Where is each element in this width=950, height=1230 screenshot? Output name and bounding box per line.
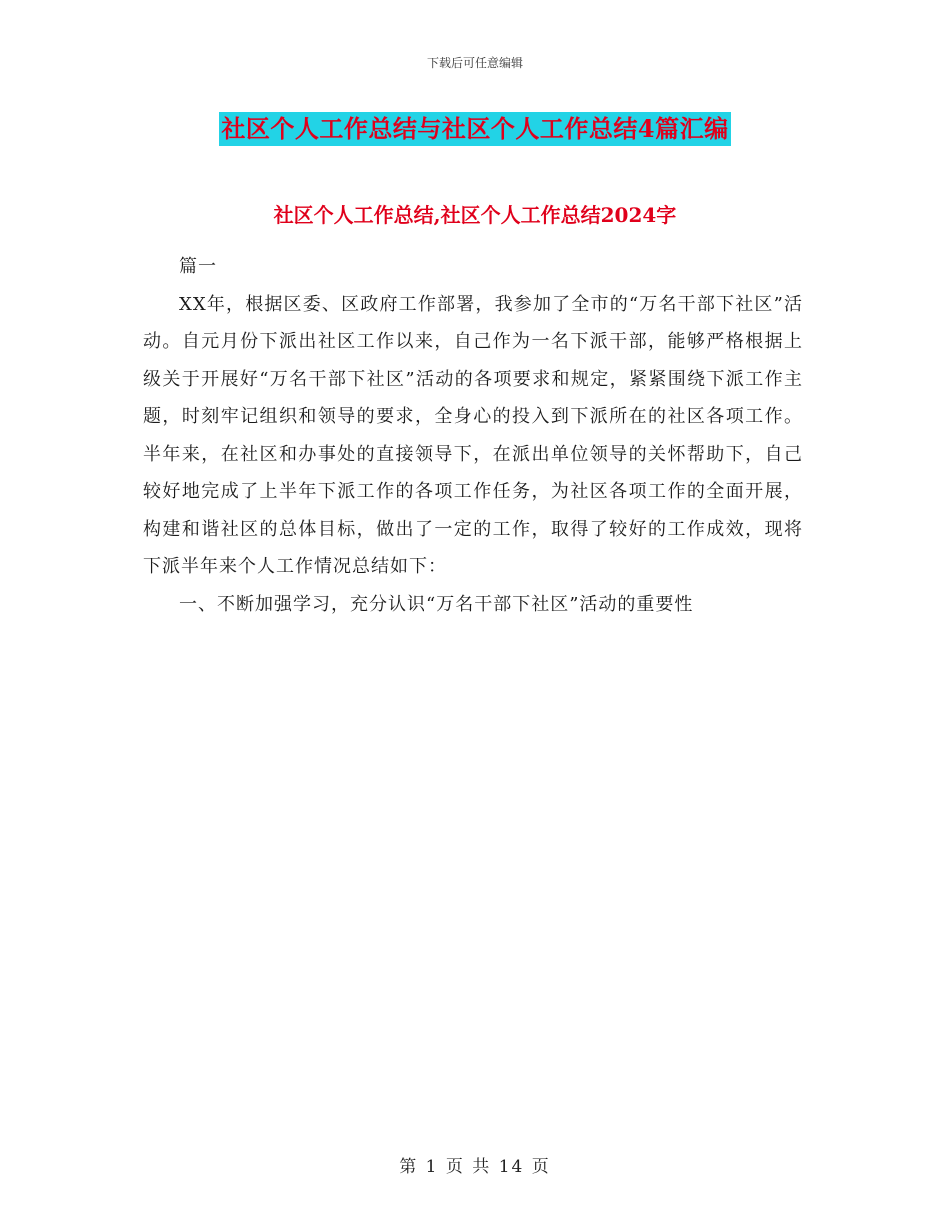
document-body: [143, 248, 803, 623]
main-title-container: [0, 112, 950, 146]
section-title: 社区个人工作总结,社区个人工作总结2024字: [273, 203, 677, 227]
document-title: 社区个人工作总结与社区个人工作总结4篇汇编: [219, 112, 730, 146]
paragraph-label: 篇一: [179, 256, 217, 277]
header-note: 下载后可任意编辑: [426, 56, 523, 70]
section-heading: 一、不断加强学习，充分认识“万名干部下社区”活动的重要性: [179, 593, 694, 615]
body-paragraph: XX年，根据区委、区政府工作部署，我参加了全市的“万名干部下社区”活动。自元月份下派出社区工作以来，自己作为一名下派干部，能够严格根据上级关于开展好“万名干部下社区”活动的各项要求和规定，紧紧围绕下派工作主题，时刻牢记组织和领导的要求，全身心的投入到下派所在的社区各项工作。半年来，在社区和办事处的直接领导下，在派出单位领导的关怀帮助下，自己较好地完成了上半年下派工作的各项工作任务，为社区各项工作的全面开展，构建和谐社区的总体目标，做出了一定的工作，取得了较好的工作成效，现将下派半年来个人工作情况总结如下：: [143, 293, 803, 577]
page-number: 第 1 页 共 14 页: [399, 1157, 551, 1177]
